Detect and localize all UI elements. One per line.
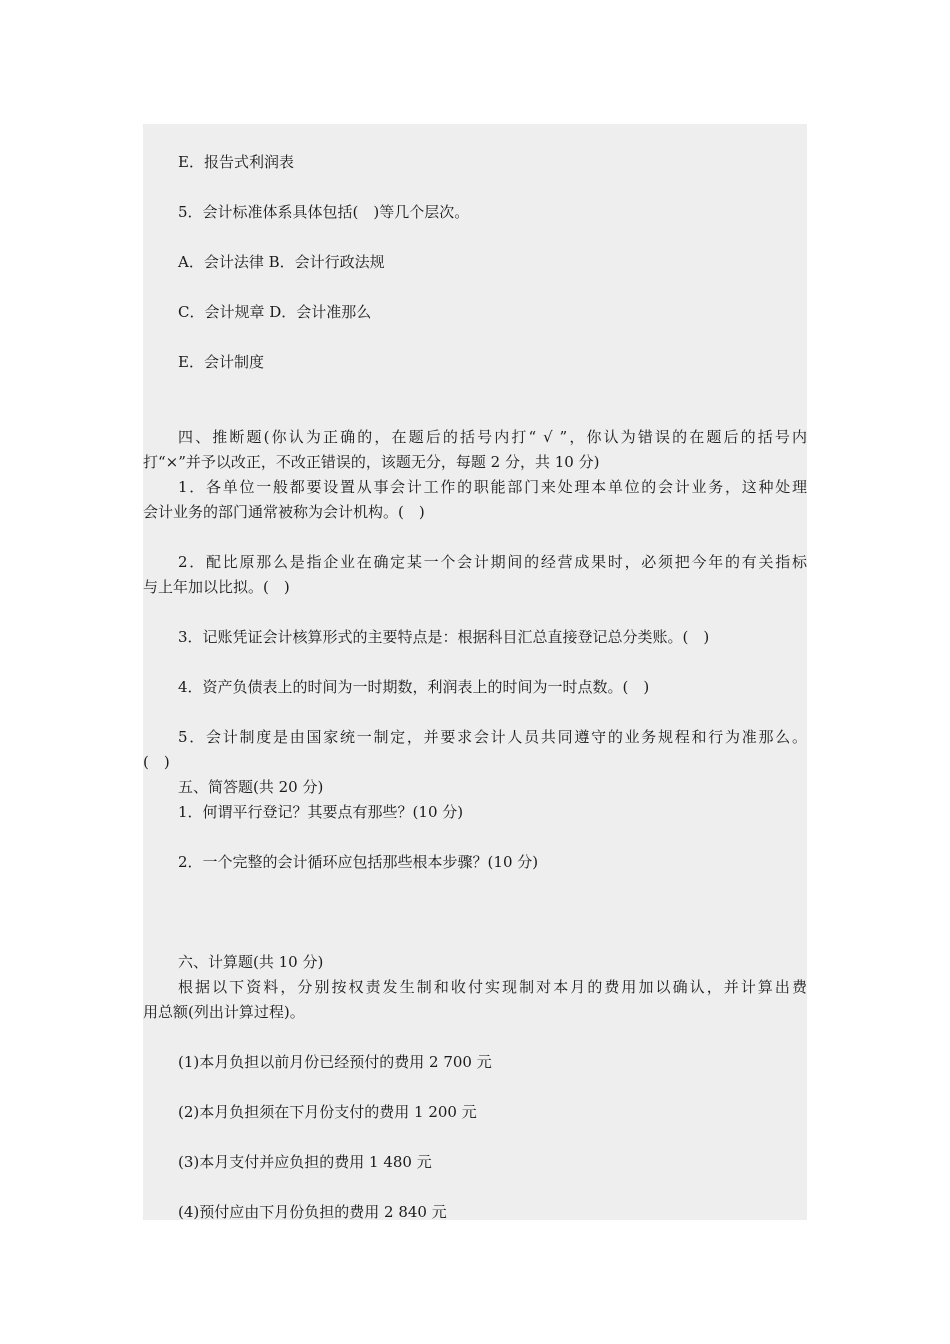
judgment-5-line-2: ( ): [143, 753, 170, 771]
section-4-heading: 四、推断题(你认为正确的，在题后的括号内打“ √ ”，你认为错误的在题后的括号内: [178, 428, 807, 446]
option-e-income-statement: E．报告式利润表: [178, 153, 294, 171]
judgment-5-line-1: 5．会计制度是由国家统一制定，并要求会计人员共同遵守的业务规程和行为准那么。: [178, 728, 807, 746]
judgment-3: 3．记账凭证会计核算形式的主要特点是：根据科目汇总直接登记总分类账。( ): [178, 628, 710, 646]
calc-item-4: (4)预付应由下月份负担的费用 2 840 元: [178, 1203, 447, 1221]
judgment-1-line-2: 会计业务的部门通常被称为会计机构。( ): [143, 503, 425, 521]
section-6-heading: 六、计算题(共 10 分): [178, 953, 324, 971]
judgment-4: 4．资产负债表上的时间为一时期数，利润表上的时间为一时点数。( ): [178, 678, 650, 696]
question-5: 5．会计标准体系具体包括( )等几个层次。: [178, 203, 470, 221]
option-e-accounting-system: E．会计制度: [178, 353, 264, 371]
calculation-instructions-line-2: 用总额(列出计算过程)。: [143, 1003, 305, 1021]
short-answer-2: 2．一个完整的会计循环应包括那些根本步骤？(10 分): [178, 853, 539, 871]
section-5-heading: 五、简答题(共 20 分): [178, 778, 324, 796]
calculation-instructions-line-1: 根据以下资料，分别按权责发生制和收付实现制对本月的费用加以确认，并计算出费: [178, 978, 807, 996]
judgment-2-line-1: 2．配比原那么是指企业在确定某一个会计期间的经营成果时，必须把今年的有关指标: [178, 553, 807, 571]
options-a-b: A．会计法律 B．会计行政法规: [178, 253, 385, 271]
judgment-1-line-1: 1．各单位一般都要设置从事会计工作的职能部门来处理本单位的会计业务，这种处理: [178, 478, 807, 496]
short-answer-1: 1．何谓平行登记？其要点有那些？(10 分): [178, 803, 464, 821]
section-4-instructions: 打“×”并予以改正，不改正错误的，该题无分，每题 2 分，共 10 分): [143, 453, 600, 471]
options-c-d: C．会计规章 D．会计准那么: [178, 303, 372, 321]
calc-item-2: (2)本月负担须在下月份支付的费用 1 200 元: [178, 1103, 477, 1121]
calc-item-1: (1)本月负担以前月份已经预付的费用 2 700 元: [178, 1053, 492, 1071]
judgment-2-line-2: 与上年加以比拟。( ): [143, 578, 290, 596]
calc-item-3: (3)本月支付并应负担的费用 1 480 元: [178, 1153, 432, 1171]
